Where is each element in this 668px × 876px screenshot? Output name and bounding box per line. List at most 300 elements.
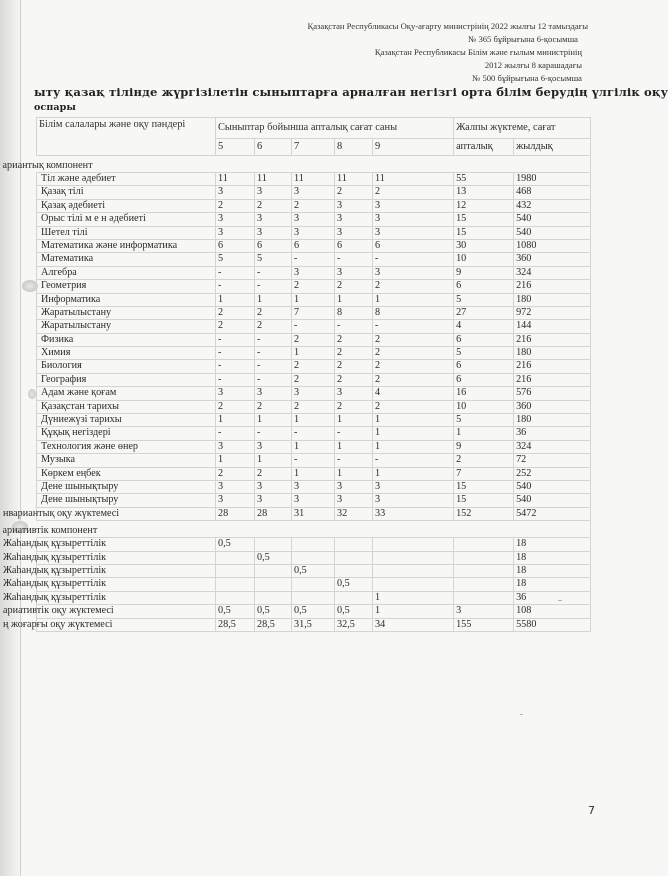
table-row xyxy=(37,293,591,306)
grade-5-hours-cell: 3 xyxy=(216,186,255,199)
subject-cell: Алгебра xyxy=(37,266,216,279)
grade-5-hours-cell: 28 xyxy=(216,507,255,520)
subject-cell: Технология және өнер xyxy=(37,440,216,453)
header-total-group: Жалпы жүктеме, сағат xyxy=(454,118,591,139)
yearly-total-cell: 5580 xyxy=(514,618,591,631)
grade-5-hours-cell: 11 xyxy=(216,173,255,186)
weekly-total-cell: 15 xyxy=(454,480,514,493)
grade-5-hours-cell: 1 xyxy=(216,454,255,467)
grade-7-hours-cell: 3 xyxy=(292,226,335,239)
table-row xyxy=(37,578,591,591)
grade-6-hours-cell: 0,5 xyxy=(255,551,292,564)
grade-5-hours-cell: 3 xyxy=(216,226,255,239)
grade-7-hours-cell: 0,5 xyxy=(292,564,335,577)
weekly-total-cell: 1 xyxy=(454,427,514,440)
table-row xyxy=(37,467,591,480)
reference-line-2: № 365 бұйрығына 6-қосымша xyxy=(468,34,578,44)
grade-9-hours-cell: 34 xyxy=(373,618,454,631)
table-row xyxy=(37,454,591,467)
weekly-total-cell: 15 xyxy=(454,226,514,239)
grade-5-hours-cell: 3 xyxy=(216,494,255,507)
grade-8-hours-cell: 2 xyxy=(335,280,373,293)
yearly-total-cell: 18 xyxy=(514,564,591,577)
yearly-total-cell: 216 xyxy=(514,373,591,386)
weekly-total-cell: 27 xyxy=(454,306,514,319)
reference-line-3: Қазақстан Республикасы Білім және ғылым министрінің xyxy=(374,47,582,57)
grade-6-hours-cell: - xyxy=(255,360,292,373)
scan-speck xyxy=(520,714,523,715)
subject-cell: Жаһандық құзыреттілік xyxy=(37,551,216,564)
yearly-total-cell: 5472 xyxy=(514,507,591,520)
weekly-total-cell: 12 xyxy=(454,199,514,212)
grade-5-hours-cell: - xyxy=(216,266,255,279)
grade-8-hours-cell: 3 xyxy=(335,213,373,226)
grade-6-hours-cell: 1 xyxy=(255,293,292,306)
subject-cell: Дене шынықтыру xyxy=(37,480,216,493)
subject-cell: Шетел тілі xyxy=(37,226,216,239)
grade-8-hours-cell: - xyxy=(335,320,373,333)
grade-6-hours-cell xyxy=(255,578,292,591)
grade-5-hours-cell: 2 xyxy=(216,467,255,480)
grade-7-hours-cell: 31 xyxy=(292,507,335,520)
grade-8-hours-cell: 3 xyxy=(335,199,373,212)
table-row xyxy=(37,239,591,252)
grade-9-hours-cell: 3 xyxy=(373,480,454,493)
grade-6-hours-cell: 2 xyxy=(255,400,292,413)
invariant-section-row xyxy=(37,156,591,173)
grade-5-hours-cell: - xyxy=(216,347,255,360)
grade-6-hours-cell xyxy=(255,538,292,551)
yearly-total-cell: 144 xyxy=(514,320,591,333)
yearly-total-cell: 360 xyxy=(514,253,591,266)
title-line-1: ыту қазақ тілінде жүргізілетін сыныптарға арналған негізгі орта білім берудің үлгілік оқу xyxy=(34,85,668,99)
yearly-total-cell: 1080 xyxy=(514,239,591,252)
subject-cell: Орыс тілі м е н әдебиеті xyxy=(37,213,216,226)
subject-cell: Көркем еңбек xyxy=(37,467,216,480)
order-reference-block xyxy=(307,20,588,85)
grade-9-hours-cell xyxy=(373,551,454,564)
header-yearly: жылдық xyxy=(514,139,591,156)
subject-cell: Математика xyxy=(37,253,216,266)
grade-6-hours-cell: 1 xyxy=(255,414,292,427)
grade-9-hours-cell xyxy=(373,564,454,577)
grade-7-hours-cell xyxy=(292,551,335,564)
grade-8-hours-cell: 3 xyxy=(335,387,373,400)
table-row xyxy=(37,551,591,564)
table-row xyxy=(37,538,591,551)
subject-cell: ариативтік оқу жүктемесі xyxy=(37,605,216,618)
weekly-total-cell: 5 xyxy=(454,414,514,427)
yearly-total-cell: 468 xyxy=(514,186,591,199)
variative-section-row-label: ариативтік компонент xyxy=(37,521,591,538)
weekly-total-cell: 7 xyxy=(454,467,514,480)
yearly-total-cell: 108 xyxy=(514,605,591,618)
weekly-total-cell: 4 xyxy=(454,320,514,333)
grade-5-hours-cell: - xyxy=(216,280,255,293)
yearly-total-cell: 18 xyxy=(514,551,591,564)
subject-cell: Құқық негіздері xyxy=(37,427,216,440)
yearly-total-cell: 18 xyxy=(514,578,591,591)
grade-9-hours-cell: 3 xyxy=(373,226,454,239)
yearly-total-cell: 36 xyxy=(514,591,591,604)
grade-7-hours-cell: 2 xyxy=(292,333,335,346)
grade-8-hours-cell: 2 xyxy=(335,186,373,199)
grade-7-hours-cell: 3 xyxy=(292,213,335,226)
grade-5-hours-cell: - xyxy=(216,373,255,386)
weekly-total-cell: 15 xyxy=(454,213,514,226)
grade-8-hours-cell: 1 xyxy=(335,293,373,306)
grade-7-hours-cell: 31,5 xyxy=(292,618,335,631)
grade-7-hours-cell: 2 xyxy=(292,280,335,293)
grade-5-hours-cell: 3 xyxy=(216,213,255,226)
weekly-total-cell: 3 xyxy=(454,605,514,618)
header-grade-7: 7 xyxy=(292,139,335,156)
grade-5-hours-cell: - xyxy=(216,333,255,346)
grade-7-hours-cell: 2 xyxy=(292,360,335,373)
curriculum-table xyxy=(2,117,591,632)
grade-7-hours-cell: 3 xyxy=(292,186,335,199)
header-grade-9: 9 xyxy=(373,139,454,156)
grade-8-hours-cell: 1 xyxy=(335,467,373,480)
grade-9-hours-cell: - xyxy=(373,320,454,333)
grade-9-hours-cell: 2 xyxy=(373,400,454,413)
grade-9-hours-cell: 1 xyxy=(373,467,454,480)
header-subject-column: Білім салалары және оқу пәндері xyxy=(37,118,216,156)
table-row xyxy=(37,306,591,319)
variative-section-row xyxy=(37,521,591,538)
grade-5-hours-cell: 2 xyxy=(216,199,255,212)
grade-8-hours-cell: 32 xyxy=(335,507,373,520)
grade-8-hours-cell: 1 xyxy=(335,440,373,453)
weekly-total-cell: 6 xyxy=(454,373,514,386)
table-row xyxy=(37,173,591,186)
subject-cell: Музыка xyxy=(37,454,216,467)
grade-5-hours-cell: 2 xyxy=(216,320,255,333)
table-row xyxy=(37,266,591,279)
grade-6-hours-cell: 0,5 xyxy=(255,605,292,618)
grade-7-hours-cell: 6 xyxy=(292,239,335,252)
weekly-total-cell xyxy=(454,578,514,591)
yearly-total-cell: 1980 xyxy=(514,173,591,186)
grade-7-hours-cell: 2 xyxy=(292,400,335,413)
weekly-total-cell: 2 xyxy=(454,454,514,467)
grade-7-hours-cell: 7 xyxy=(292,306,335,319)
grade-7-hours-cell: 0,5 xyxy=(292,605,335,618)
yearly-total-cell: 324 xyxy=(514,440,591,453)
table-row xyxy=(37,373,591,386)
subject-cell: Жаратылыстану xyxy=(37,320,216,333)
grade-8-hours-cell: 3 xyxy=(335,480,373,493)
grade-5-hours-cell xyxy=(216,551,255,564)
grade-9-hours-cell: 3 xyxy=(373,266,454,279)
grade-9-hours-cell: 6 xyxy=(373,239,454,252)
grade-5-hours-cell xyxy=(216,578,255,591)
grade-7-hours-cell: 1 xyxy=(292,414,335,427)
weekly-total-cell: 13 xyxy=(454,186,514,199)
yearly-total-cell: 216 xyxy=(514,280,591,293)
grade-6-hours-cell: 28 xyxy=(255,507,292,520)
grade-5-hours-cell: - xyxy=(216,427,255,440)
grade-8-hours-cell: 2 xyxy=(335,400,373,413)
table-header-row-1 xyxy=(37,118,591,139)
subject-cell: Дүниежүзі тарихы xyxy=(37,414,216,427)
grade-9-hours-cell: 2 xyxy=(373,333,454,346)
document-title xyxy=(34,85,668,115)
yearly-total-cell: 180 xyxy=(514,347,591,360)
scan-speck xyxy=(558,600,562,601)
grade-6-hours-cell: - xyxy=(255,373,292,386)
yearly-total-cell: 360 xyxy=(514,400,591,413)
grade-6-hours-cell: 3 xyxy=(255,213,292,226)
grade-9-hours-cell: 1 xyxy=(373,591,454,604)
subject-cell: Жаһандық құзыреттілік xyxy=(37,538,216,551)
grade-6-hours-cell: 11 xyxy=(255,173,292,186)
grade-6-hours-cell: - xyxy=(255,347,292,360)
grade-8-hours-cell: 6 xyxy=(335,239,373,252)
subject-cell: Жаһандық құзыреттілік xyxy=(37,578,216,591)
grade-8-hours-cell: 3 xyxy=(335,226,373,239)
weekly-total-cell: 152 xyxy=(454,507,514,520)
grade-7-hours-cell: - xyxy=(292,320,335,333)
table-row xyxy=(37,333,591,346)
grade-7-hours-cell xyxy=(292,591,335,604)
grade-5-hours-cell: 6 xyxy=(216,239,255,252)
grade-8-hours-cell: 2 xyxy=(335,347,373,360)
weekly-total-cell: 6 xyxy=(454,280,514,293)
header-grade-5: 5 xyxy=(216,139,255,156)
grade-9-hours-cell: - xyxy=(373,253,454,266)
grade-6-hours-cell: - xyxy=(255,280,292,293)
grade-9-hours-cell: 2 xyxy=(373,186,454,199)
grade-6-hours-cell: 5 xyxy=(255,253,292,266)
grade-7-hours-cell: 1 xyxy=(292,467,335,480)
grade-8-hours-cell: 11 xyxy=(335,173,373,186)
grade-8-hours-cell: 2 xyxy=(335,373,373,386)
subject-cell: Жаратылыстану xyxy=(37,306,216,319)
grade-9-hours-cell: 1 xyxy=(373,605,454,618)
subject-cell: География xyxy=(37,373,216,386)
grade-6-hours-cell: 2 xyxy=(255,320,292,333)
table-row xyxy=(37,400,591,413)
header-weekly: апталық xyxy=(454,139,514,156)
grade-5-hours-cell: 2 xyxy=(216,306,255,319)
grade-9-hours-cell: - xyxy=(373,454,454,467)
grade-6-hours-cell: 2 xyxy=(255,306,292,319)
weekly-total-cell: 155 xyxy=(454,618,514,631)
variative-total-row xyxy=(37,605,591,618)
yearly-total-cell: 432 xyxy=(514,199,591,212)
grade-9-hours-cell xyxy=(373,578,454,591)
table-row xyxy=(37,494,591,507)
grade-9-hours-cell: 1 xyxy=(373,414,454,427)
grade-7-hours-cell: 2 xyxy=(292,199,335,212)
yearly-total-cell: 180 xyxy=(514,414,591,427)
grade-8-hours-cell: - xyxy=(335,454,373,467)
header-grade-8: 8 xyxy=(335,139,373,156)
grade-9-hours-cell: 1 xyxy=(373,293,454,306)
grade-7-hours-cell: - xyxy=(292,454,335,467)
subject-cell: Дене шынықтыру xyxy=(37,494,216,507)
grade-6-hours-cell: 3 xyxy=(255,226,292,239)
weekly-total-cell: 10 xyxy=(454,253,514,266)
weekly-total-cell xyxy=(454,538,514,551)
grade-6-hours-cell: - xyxy=(255,333,292,346)
grade-8-hours-cell: 8 xyxy=(335,306,373,319)
grade-5-hours-cell: 28,5 xyxy=(216,618,255,631)
table-row xyxy=(37,253,591,266)
grade-6-hours-cell xyxy=(255,564,292,577)
yearly-total-cell: 540 xyxy=(514,480,591,493)
yearly-total-cell: 180 xyxy=(514,293,591,306)
grade-8-hours-cell xyxy=(335,564,373,577)
grade-9-hours-cell: 11 xyxy=(373,173,454,186)
grade-9-hours-cell: 33 xyxy=(373,507,454,520)
weekly-total-cell: 9 xyxy=(454,440,514,453)
subject-cell: Қазақ әдебиеті xyxy=(37,199,216,212)
grade-9-hours-cell: 8 xyxy=(373,306,454,319)
grade-6-hours-cell xyxy=(255,591,292,604)
grade-8-hours-cell: - xyxy=(335,427,373,440)
yearly-total-cell: 540 xyxy=(514,213,591,226)
grade-8-hours-cell: - xyxy=(335,253,373,266)
grade-7-hours-cell: - xyxy=(292,427,335,440)
grade-8-hours-cell: 3 xyxy=(335,266,373,279)
yearly-total-cell: 540 xyxy=(514,494,591,507)
weekly-total-cell xyxy=(454,551,514,564)
grade-7-hours-cell xyxy=(292,538,335,551)
grade-9-hours-cell: 3 xyxy=(373,494,454,507)
yearly-total-cell: 252 xyxy=(514,467,591,480)
subject-cell: Қазақстан тарихы xyxy=(37,400,216,413)
weekly-total-cell: 55 xyxy=(454,173,514,186)
grade-8-hours-cell xyxy=(335,538,373,551)
subject-cell: Жаһандық құзыреттілік xyxy=(37,591,216,604)
grade-9-hours-cell: 1 xyxy=(373,440,454,453)
table-row xyxy=(37,226,591,239)
grade-7-hours-cell: 1 xyxy=(292,347,335,360)
grade-7-hours-cell: 1 xyxy=(292,440,335,453)
weekly-total-cell: 6 xyxy=(454,333,514,346)
table-row xyxy=(37,440,591,453)
curriculum-table-wrap xyxy=(2,117,590,632)
reference-line-5: № 500 бұйрығына 6-қосымша xyxy=(472,73,582,83)
header-grade-6: 6 xyxy=(255,139,292,156)
weekly-total-cell: 5 xyxy=(454,293,514,306)
grade-5-hours-cell: 5 xyxy=(216,253,255,266)
subject-cell: Информатика xyxy=(37,293,216,306)
subject-cell: Қазақ тілі xyxy=(37,186,216,199)
grade-9-hours-cell: 1 xyxy=(373,427,454,440)
grade-5-hours-cell: - xyxy=(216,360,255,373)
weekly-total-cell: 9 xyxy=(454,266,514,279)
grade-8-hours-cell: 2 xyxy=(335,333,373,346)
grade-6-hours-cell: 3 xyxy=(255,440,292,453)
grade-6-hours-cell: - xyxy=(255,427,292,440)
grade-8-hours-cell: 0,5 xyxy=(335,605,373,618)
table-row xyxy=(37,280,591,293)
invariant-total-row xyxy=(37,507,591,520)
weekly-total-cell: 30 xyxy=(454,239,514,252)
subject-cell: Геометрия xyxy=(37,280,216,293)
binding-edge-line xyxy=(20,0,21,876)
yearly-total-cell: 576 xyxy=(514,387,591,400)
grade-6-hours-cell: 3 xyxy=(255,186,292,199)
grade-8-hours-cell: 1 xyxy=(335,414,373,427)
subject-cell: Жаһандық құзыреттілік xyxy=(37,564,216,577)
max-total-row xyxy=(37,618,591,631)
grade-8-hours-cell: 0,5 xyxy=(335,578,373,591)
grade-5-hours-cell xyxy=(216,591,255,604)
grade-9-hours-cell xyxy=(373,538,454,551)
yearly-total-cell: 540 xyxy=(514,226,591,239)
grade-5-hours-cell: 1 xyxy=(216,414,255,427)
weekly-total-cell: 6 xyxy=(454,360,514,373)
table-row xyxy=(37,480,591,493)
subject-cell: ң жоғарғы оқу жүктемесі xyxy=(37,618,216,631)
grade-9-hours-cell: 2 xyxy=(373,360,454,373)
grade-7-hours-cell: 3 xyxy=(292,387,335,400)
grade-7-hours-cell: 3 xyxy=(292,266,335,279)
yearly-total-cell: 216 xyxy=(514,360,591,373)
grade-7-hours-cell xyxy=(292,578,335,591)
grade-6-hours-cell: 3 xyxy=(255,480,292,493)
grade-9-hours-cell: 4 xyxy=(373,387,454,400)
yearly-total-cell: 324 xyxy=(514,266,591,279)
invariant-section-row-label: ариантық компонент xyxy=(37,156,591,173)
weekly-total-cell xyxy=(454,564,514,577)
weekly-total-cell: 16 xyxy=(454,387,514,400)
reference-line-4: 2012 жылғы 8 карашадағы xyxy=(484,60,582,70)
grade-6-hours-cell: 2 xyxy=(255,199,292,212)
subject-cell: Тіл және әдебиет xyxy=(37,173,216,186)
subject-cell: нвариантық оқу жүктемесі xyxy=(37,507,216,520)
table-row xyxy=(37,199,591,212)
grade-5-hours-cell: 3 xyxy=(216,480,255,493)
grade-7-hours-cell: 3 xyxy=(292,494,335,507)
grade-5-hours-cell: 3 xyxy=(216,387,255,400)
grade-5-hours-cell: 0,5 xyxy=(216,538,255,551)
grade-9-hours-cell: 2 xyxy=(373,373,454,386)
table-row xyxy=(37,564,591,577)
subject-cell: Адам және қоғам xyxy=(37,387,216,400)
table-row xyxy=(37,347,591,360)
grade-8-hours-cell: 3 xyxy=(335,494,373,507)
grade-7-hours-cell: 2 xyxy=(292,373,335,386)
grade-5-hours-cell: 1 xyxy=(216,293,255,306)
subject-cell: Математика және информатика xyxy=(37,239,216,252)
subject-cell: Биология xyxy=(37,360,216,373)
grade-8-hours-cell: 2 xyxy=(335,360,373,373)
punch-hole-mid xyxy=(28,389,36,399)
header-grades-group: Сыныптар бойынша апталық сағат саны xyxy=(216,118,454,139)
table-row xyxy=(37,213,591,226)
grade-9-hours-cell: 3 xyxy=(373,199,454,212)
weekly-total-cell: 15 xyxy=(454,494,514,507)
grade-6-hours-cell: 28,5 xyxy=(255,618,292,631)
grade-5-hours-cell: 3 xyxy=(216,440,255,453)
reference-line-1: Қазақстан Республикасы Оқу-ағарту министрінің 2022 жылғы 12 тамыздағы xyxy=(307,21,588,31)
yearly-total-cell: 18 xyxy=(514,538,591,551)
grade-7-hours-cell: 11 xyxy=(292,173,335,186)
grade-6-hours-cell: - xyxy=(255,266,292,279)
grade-8-hours-cell: 32,5 xyxy=(335,618,373,631)
table-row xyxy=(37,387,591,400)
grade-6-hours-cell: 2 xyxy=(255,467,292,480)
grade-5-hours-cell: 0,5 xyxy=(216,605,255,618)
table-row xyxy=(37,360,591,373)
table-row xyxy=(37,320,591,333)
title-line-2: оспары xyxy=(34,102,76,113)
